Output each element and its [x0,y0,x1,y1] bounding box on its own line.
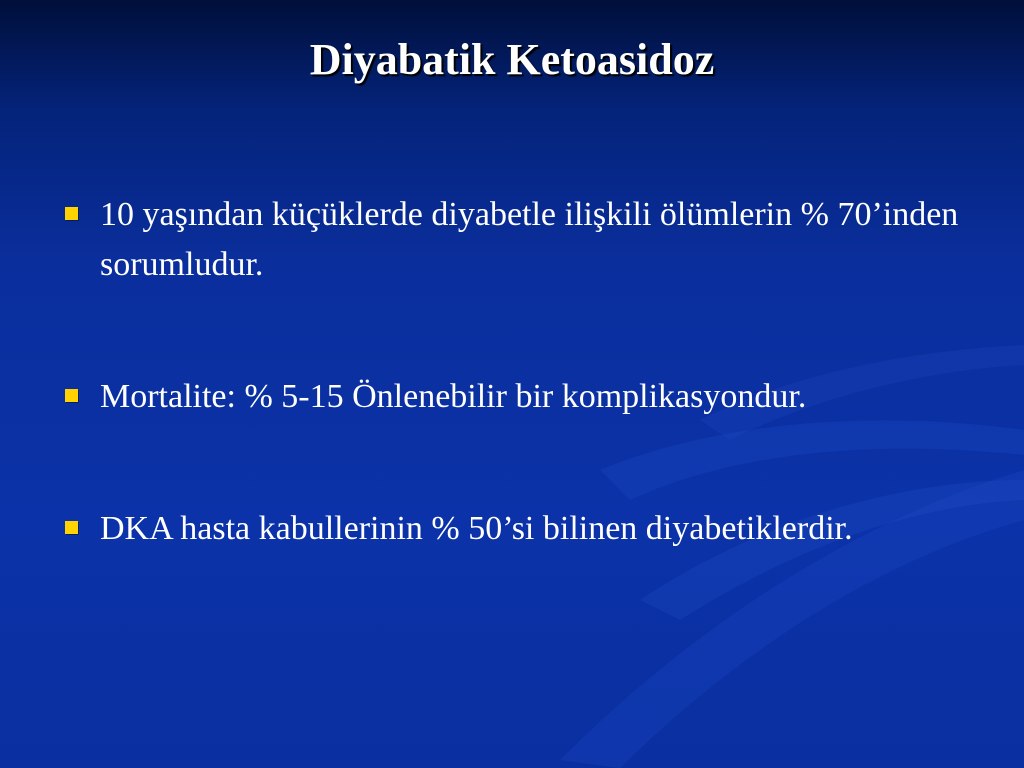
slide-title: Diyabatik Ketoasidoz [309,35,715,84]
bullet-text: 10 yaşından küçüklerde diyabetle ilişkili ölümlerin % 70’inden sorumludur. [100,196,959,283]
list-item [62,190,962,290]
bullet-text: DKA hasta kabullerinin % 50’si bilinen diyabetiklerdir. [100,510,853,547]
square-bullet-icon [65,521,78,534]
list-item [62,504,962,554]
square-bullet-icon [65,389,78,402]
square-bullet-icon [65,207,78,220]
bullet-text: Mortalite: % 5-15 Önlenebilir bir komplikasyondur. [100,378,807,415]
list-item [62,372,962,422]
bullet-list [62,190,962,554]
